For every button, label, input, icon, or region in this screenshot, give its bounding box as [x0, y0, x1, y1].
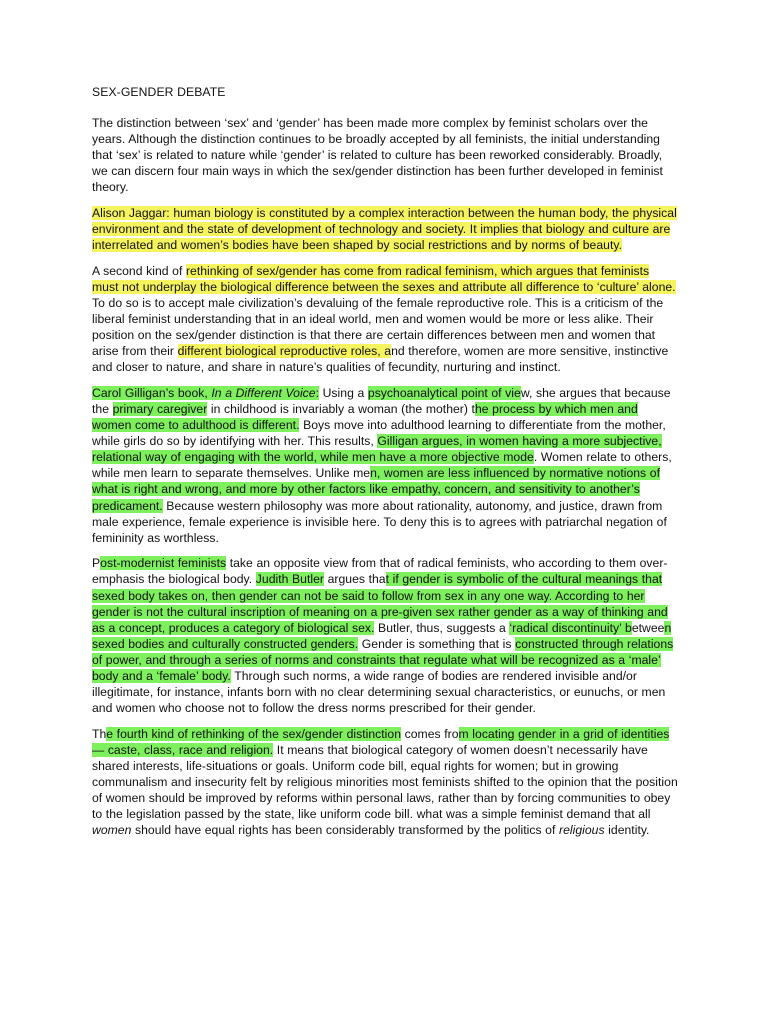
paragraph-4: [92, 385, 678, 546]
highlighted-text: Gilligan argues, in women having a more subjective, relational way of engaging with the world, while men have a more objective mode: [92, 434, 662, 465]
text-segment: comes fro: [401, 726, 459, 741]
text-segment: argues tha: [324, 572, 386, 587]
text-segment: Th: [92, 726, 107, 741]
text-segment: etwee: [631, 620, 665, 635]
text-segment: Butler, thus, suggests a: [374, 620, 510, 635]
text-segment: To do so is to accept male civilization’s devaluing of the female reproductive role. This is a criticism of the liberal feminist understanding that in an ideal world, men and women would be more or less alike. Their position on the sex/gender distinction is that there are certain differences between men and women that arise from their: [92, 295, 664, 359]
highlighted-text: e fourth kind of rethinking of the sex/gender distinction: [106, 726, 402, 741]
highlighted-text: ‘radical discontinuity’ b: [509, 620, 632, 635]
highlighted-text: :: [315, 385, 319, 400]
text-segment: in childhood is invariably a woman (the mother) t: [207, 402, 475, 416]
paragraph-2: [92, 205, 678, 253]
text-segment: . Women relate to others, while men learn to separate themselves. Unlike me: [92, 450, 672, 481]
highlighted-text: n, women are less influenced by normative notions of what is right and wrong, and more by other factors like empathy, concern, and sensitivity to another’s predicament.: [92, 466, 660, 513]
paragraph-6: [92, 726, 678, 839]
text-segment: Using a: [319, 385, 368, 400]
text-segment: Through such norms, a wide range of bodies are rendered invisible and/or illegitimate, for instance, infants born with no clear determining sexual characteristics, or eunuchs, or men and women who choose not to follow the dress norms prescribed for their gender.: [92, 669, 666, 716]
text-segment: religious: [559, 823, 605, 838]
highlighted-text: rethinking of sex/gender has come from radical feminism, which argues that feminists must not underplay the biological difference between the sexes and attribute all difference to ‘culture’ alone.: [92, 263, 676, 294]
highlighted-text: t if gender is symbolic of the cultural meanings that sexed body takes on, then gender can not be said to follow from sex in any one way. According to her gender is not the cultural inscription of meaning on a pre-given sex rather gender as a way of thinking and as a concept, produces a category of biological sex.: [92, 572, 668, 635]
paragraph-1: [92, 115, 678, 195]
highlighted-text: Carol Gilligan’s book,: [92, 385, 212, 400]
highlighted-text: Judith Butler: [255, 572, 324, 587]
text-segment: identity.: [604, 823, 650, 838]
highlighted-text: constructed through relations of power, and through a series of norms and constraints that regulate what will be recognized as a ‘male’ body and a ‘female’ body.: [92, 636, 674, 683]
paragraph-3: [92, 263, 678, 376]
highlighted-text: ost-modernist feminists: [100, 556, 227, 571]
text-segment: Boys move into adulthood learning to differentiate from the mother, while girls do so by identifying with her. This results,: [92, 418, 666, 449]
highlighted-text: primary caregiver: [112, 402, 208, 416]
text-segment: should have equal rights has been considerably transformed by the politics of: [131, 823, 559, 838]
text-segment: nd therefore, women are more sensitive, instinctive and closer to nature, and share in nature’s qualities of fecundity, nurturing and instinct.: [92, 344, 669, 375]
text-segment: A second kind of: [92, 263, 186, 278]
highlighted-text: In a Different Voice: [211, 385, 316, 400]
document-body: [92, 115, 678, 838]
highlighted-text: psychoanalytical point of vie: [367, 385, 521, 400]
text-segment: take an opposite view from that of radical feminists, who according to them over-emphasis the biological body.: [92, 556, 668, 587]
text-segment: P: [92, 556, 101, 571]
highlighted-text: m locating gender in a grid of identities— caste, class, race and religion.: [92, 726, 670, 757]
highlighted-text: he process by which men and women come to adulthood is different.: [92, 402, 638, 433]
highlighted-text: Alison Jaggar: human biology is constituted by a complex interaction between the human body, the physical environment and the state of development of technology and society. It implies that biology and culture are interrelated and women’s bodies have been shaped by social restrictions and by norms of beauty.: [92, 205, 677, 253]
text-segment: It means that biological category of women doesn’t necessarily have shared interests, life-situations or goals. Uniform code bill, equal rights for women; but in growing communalism and insecurity felt by religious minorities most feminists shifted to the opinion that the position of women should be improved by reforms within personal laws, rather than by forcing communities to obey to the legislation passed by the state, like uniform code bill. what was a simple feminist demand that all: [92, 742, 678, 822]
text-segment: Because western philosophy was more about rationality, autonomy, and justice, drawn from male experience, female experience is invisible here. To deny this is to agrees with patriarchal negation of femininity as worthless.: [92, 498, 667, 545]
paragraph-5: [92, 555, 678, 716]
text-segment: Gender is something that is: [358, 636, 516, 651]
text-segment: w, she argues that because the: [92, 385, 671, 416]
highlighted-text: n sexed bodies and culturally constructed genders.: [92, 620, 672, 651]
text-segment: women: [92, 823, 132, 838]
text-segment: The distinction between ‘sex’ and ‘gender’ has been made more complex by feminist scholars over the years. Although the distinction continues to be broadly accepted by all feminists, the initial understanding that ‘sex’ is related to nature while ‘gender’ is related to culture has been reworked considerably. Broadly, we can discern four main ways in which the sex/gender distinction has been further developed in feminist theory.: [92, 116, 663, 195]
document-title: SEX-GENDER DEBATE: [92, 85, 226, 99]
highlighted-text: different biological reproductive roles, a: [177, 344, 392, 359]
